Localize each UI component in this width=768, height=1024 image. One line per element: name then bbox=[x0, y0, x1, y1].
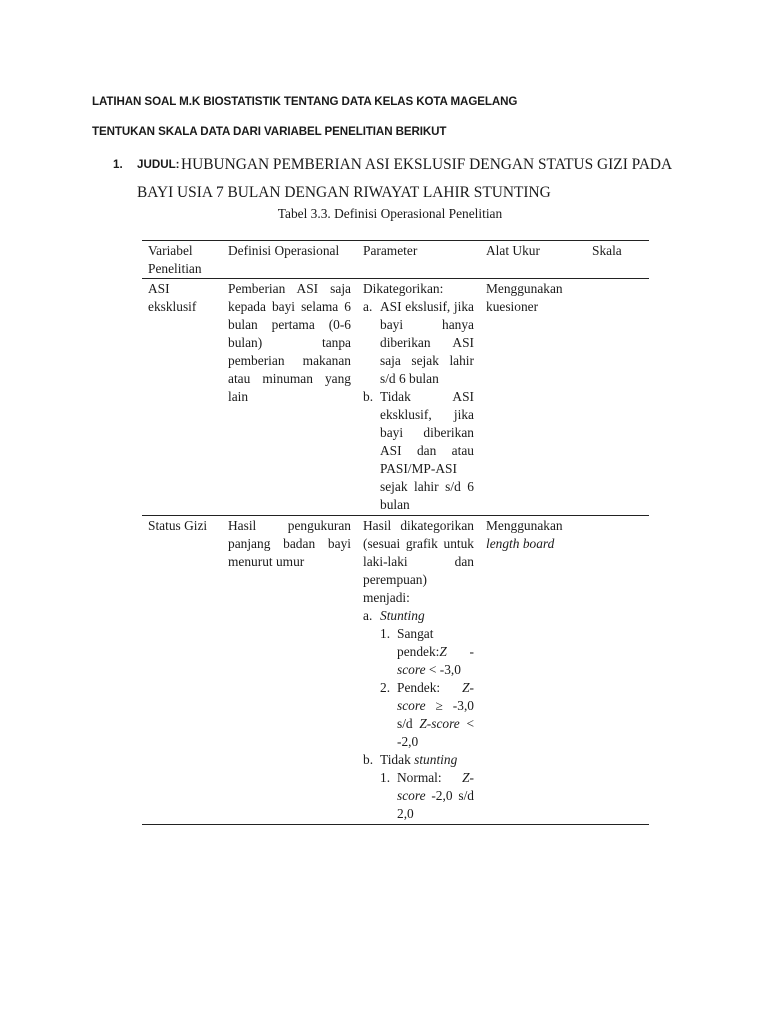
list-marker: a. bbox=[363, 608, 373, 623]
list-marker: b. bbox=[363, 752, 374, 767]
criterion-value: < -3,0 bbox=[425, 662, 461, 677]
list-item-text bbox=[397, 679, 474, 751]
parameter-intro: Hasil dikategorikan (sesuai grafik untuk laki-laki dan perempuan) menjadi: bbox=[363, 518, 474, 605]
list-item bbox=[363, 607, 474, 751]
list-item bbox=[363, 751, 474, 823]
list-item bbox=[380, 625, 474, 679]
criterion-value: ≥ -3,0 s/d bbox=[397, 698, 474, 731]
table-caption: Tabel 3.3. Definisi Operasional Penelitian bbox=[277, 206, 503, 221]
table-header-row bbox=[142, 241, 649, 279]
list-item-text bbox=[397, 769, 474, 823]
criterion-value: -2,0 s/d 2,0 bbox=[397, 788, 474, 821]
cell-alat-ukur: Menggunakan kuesioner bbox=[480, 279, 586, 516]
parameter-list bbox=[363, 298, 474, 514]
list-item bbox=[380, 769, 474, 823]
z-score-term: Z-score bbox=[397, 680, 474, 713]
list-marker: 1. bbox=[380, 626, 391, 641]
cell-skala bbox=[586, 279, 649, 516]
list-marker: a. bbox=[363, 299, 373, 314]
instruction-heading: TENTUKAN SKALA DATA DARI VARIABEL PENELITIAN BERIKUT bbox=[92, 125, 447, 138]
cell-parameter bbox=[357, 279, 480, 516]
list-marker: b. bbox=[363, 389, 374, 404]
cell-alat-ukur bbox=[480, 516, 586, 825]
list-item-text bbox=[397, 625, 474, 679]
sub-list bbox=[380, 769, 474, 823]
header-alat-ukur: Alat Ukur bbox=[480, 241, 586, 279]
header-variabel: Variabel Penelitian bbox=[142, 241, 222, 279]
criterion-label: Pendek: bbox=[397, 680, 463, 695]
cell-variabel: ASI eksklusif bbox=[142, 279, 222, 516]
list-marker: 1. bbox=[380, 770, 391, 785]
category-prefix: Tidak bbox=[380, 752, 415, 767]
document-title: LATIHAN SOAL M.K BIOSTATISTIK TENTANG DATA KELAS KOTA MAGELANG bbox=[92, 95, 518, 108]
category-label: Stunting bbox=[380, 608, 425, 623]
list-item-text: Tidak ASI eksklusif, jika bayi diberikan ASI dan atau PASI/MP-ASI sejak lahir s/d 6 bulan bbox=[380, 389, 474, 512]
list-item bbox=[363, 388, 474, 514]
parameter-list bbox=[363, 607, 474, 823]
header-parameter: Parameter bbox=[357, 241, 480, 279]
list-marker: 2. bbox=[380, 680, 391, 695]
judul-label: JUDUL: bbox=[137, 158, 180, 171]
cell-variabel: Status Gizi bbox=[142, 516, 222, 825]
category-label: stunting bbox=[414, 752, 458, 767]
header-definisi: Definisi Operasional bbox=[222, 241, 357, 279]
sub-list bbox=[380, 625, 474, 751]
z-score-term: Z - score bbox=[397, 644, 474, 677]
list-item-text: ASI ekslusif, jika bayi hanya diberikan ASI saja sejak lahir s/d 6 bulan bbox=[380, 299, 474, 386]
alat-ukur-tool: length board bbox=[486, 536, 555, 551]
table-row bbox=[142, 516, 649, 825]
z-score-term: Z-score bbox=[397, 770, 474, 803]
cell-skala bbox=[586, 516, 649, 825]
cell-definisi: Pemberian ASI saja kepada bayi selama 6 bulan pertama (0-6 bulan) tanpa pemberian makanan atau minuman yang lain bbox=[222, 279, 357, 516]
criterion-value: < -2,0 bbox=[397, 716, 474, 749]
judul-title-line2: BAYI USIA 7 BULAN DENGAN RIWAYAT LAHIR STUNTING bbox=[137, 184, 551, 201]
z-score-term: Z-score bbox=[419, 716, 460, 731]
header-skala: Skala bbox=[586, 241, 649, 279]
item-number: 1. bbox=[113, 158, 123, 171]
cell-parameter bbox=[357, 516, 480, 825]
criterion-label: Normal: bbox=[397, 770, 463, 785]
judul-title-line1: HUBUNGAN PEMBERIAN ASI EKSLUSIF DENGAN STATUS GIZI PADA bbox=[181, 156, 673, 173]
alat-ukur-line: Menggunakan bbox=[486, 518, 563, 533]
list-item bbox=[363, 298, 474, 388]
definisi-operasional-table bbox=[142, 240, 649, 825]
list-item bbox=[380, 679, 474, 751]
criterion-label: Sangat pendek: bbox=[397, 626, 440, 659]
cell-definisi: Hasil pengukuran panjang badan bayi menurut umur bbox=[222, 516, 357, 825]
parameter-intro: Dikategorikan: bbox=[363, 281, 444, 296]
table-row bbox=[142, 279, 649, 516]
